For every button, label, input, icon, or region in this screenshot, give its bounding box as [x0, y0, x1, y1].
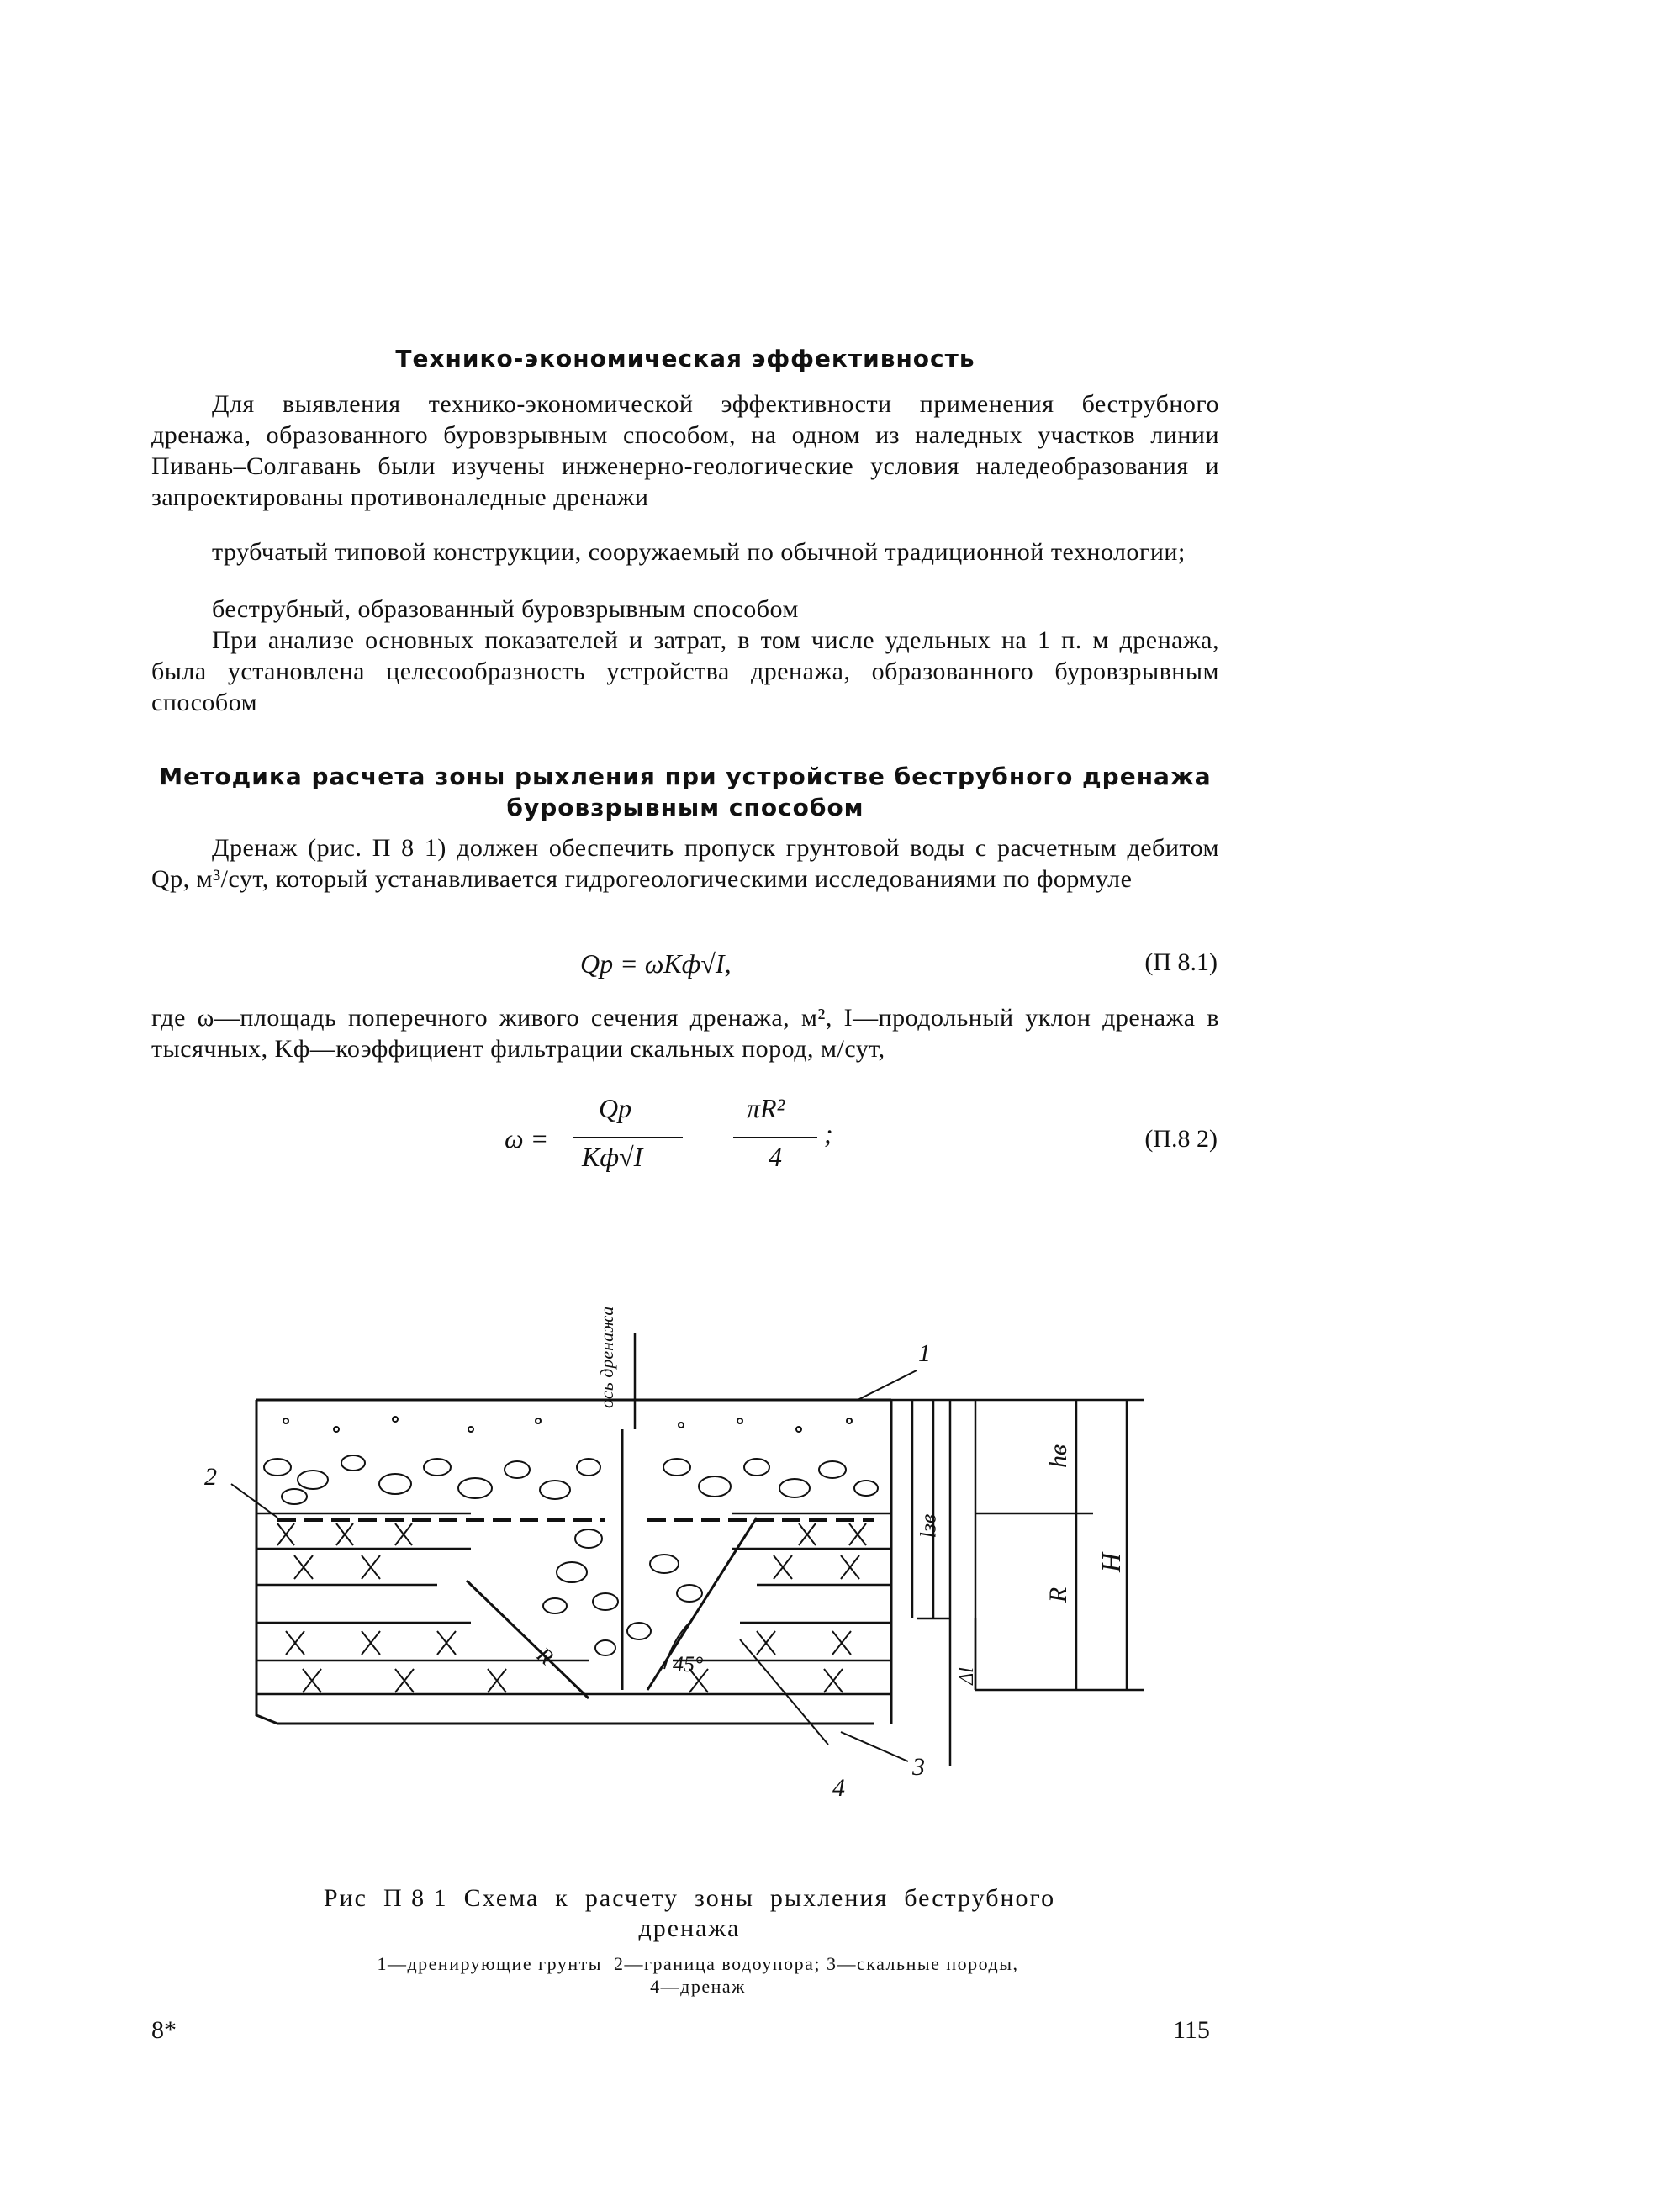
- formula-p82-den2: 4: [769, 1142, 782, 1172]
- paragraph-list-item-2: беструбный, образованный буровзрывным способом: [212, 595, 799, 623]
- paragraph-analysis: При анализе основных показателей и затрат, в том числе удельных на 1 п. м дренажа, была установлена целесообразность устройства дренажа, образованного буровзрывным способом: [151, 626, 1219, 716]
- figure-caption: [219, 1883, 1160, 1944]
- paragraph-intro: Для выявления технико-экономической эффективности применения беструбного дренажа, образованного буровзрывным способом, на одном из наледных участков линии Пивань–Солгавань были изучены инженерно-геологические условия наледеобразования и запроектированы противоналедные дренажи: [151, 390, 1219, 511]
- dim-label-R: R: [1044, 1587, 1073, 1603]
- callout-2: 2: [204, 1463, 217, 1491]
- callout-1: 1: [918, 1339, 931, 1367]
- callout-4: 4: [832, 1774, 845, 1802]
- formula-p82: [505, 1093, 858, 1185]
- page-number: 115: [1173, 2016, 1210, 2044]
- formula-p82-lhs: ω =: [505, 1123, 549, 1154]
- callout-leaders: [231, 1370, 917, 1761]
- paragraph-drainage: Дренаж (рис. П 8 1) должен обеспечить пропуск грунтовой воды с расчетным дебитом Qр, м³/сут, который устанавливается гидрогеологическими исследованиями по формуле: [151, 834, 1219, 893]
- paragraph-where: где ω—площадь поперечного живого сечения дренажа, м², I—продольный уклон дренажа в тысячных, Kф—коэффициент фильтрации скальных пород, м/сут,: [151, 1004, 1219, 1063]
- fraction-bar-1: [573, 1137, 683, 1138]
- figure-legend-line1: 1—дренирующие грунты 2—граница водоупора; 3—скальные породы,: [377, 1953, 1019, 1974]
- axis-label-line1: ось: [596, 1382, 617, 1408]
- formula-p81-number: (П 8.1): [1144, 948, 1218, 976]
- callout-3: 3: [912, 1753, 925, 1781]
- figure-caption-line1: Рис П 8 1 Схема к расчету зоны рыхления беструбного: [323, 1884, 1056, 1912]
- formula-p82-den1: Kф√I: [582, 1142, 643, 1172]
- dimension-lines: [891, 1400, 1144, 1766]
- formula-p82-number: (П.8 2): [1144, 1125, 1218, 1153]
- angle-label: 45°: [673, 1652, 704, 1676]
- section-title-method-line2: буровзрывным способом: [506, 794, 864, 821]
- loosening-zone-boundary: [467, 1429, 757, 1698]
- dim-label-dl: Δl: [955, 1667, 978, 1685]
- figure-legend-line2: 4—дренаж: [650, 1976, 746, 1997]
- axis-label-line2: дренажа: [596, 1306, 617, 1378]
- section-title-efficiency: Технико-экономическая эффективность: [395, 345, 975, 372]
- rock-crosses: [277, 1523, 866, 1692]
- formula-p82-num1: Qр: [599, 1093, 632, 1123]
- figure-legend: [235, 1952, 1160, 1998]
- axis-label: [596, 1306, 689, 1408]
- gravel-pebbles: [264, 1417, 878, 1655]
- signature-mark: 8*: [151, 2016, 177, 2044]
- dim-label-H: H: [1096, 1552, 1127, 1573]
- formula-p82-num2: πR²: [747, 1093, 785, 1123]
- figure-caption-line2: дренажа: [638, 1914, 741, 1942]
- formula-p81: Qр = ωKф√I,: [580, 948, 732, 979]
- radius-label: R: [531, 1642, 558, 1670]
- section-title-method-line1: Методика расчета зоны рыхления при устройстве беструбного дренажа: [159, 763, 1212, 790]
- fraction-bar-2: [733, 1137, 817, 1138]
- dim-label-hv: hв: [1044, 1444, 1073, 1469]
- section-title-method: [151, 761, 1219, 823]
- formula-p82-tail: ;: [824, 1118, 833, 1148]
- paragraph-list-item-1: трубчатый типовой конструкции, сооружаемый по обычной традиционной технологии;: [212, 538, 1186, 566]
- ground-boundary: [256, 1400, 891, 1724]
- rock-layer-lines: [256, 1513, 891, 1694]
- dim-label-lzv: lзв: [916, 1513, 941, 1539]
